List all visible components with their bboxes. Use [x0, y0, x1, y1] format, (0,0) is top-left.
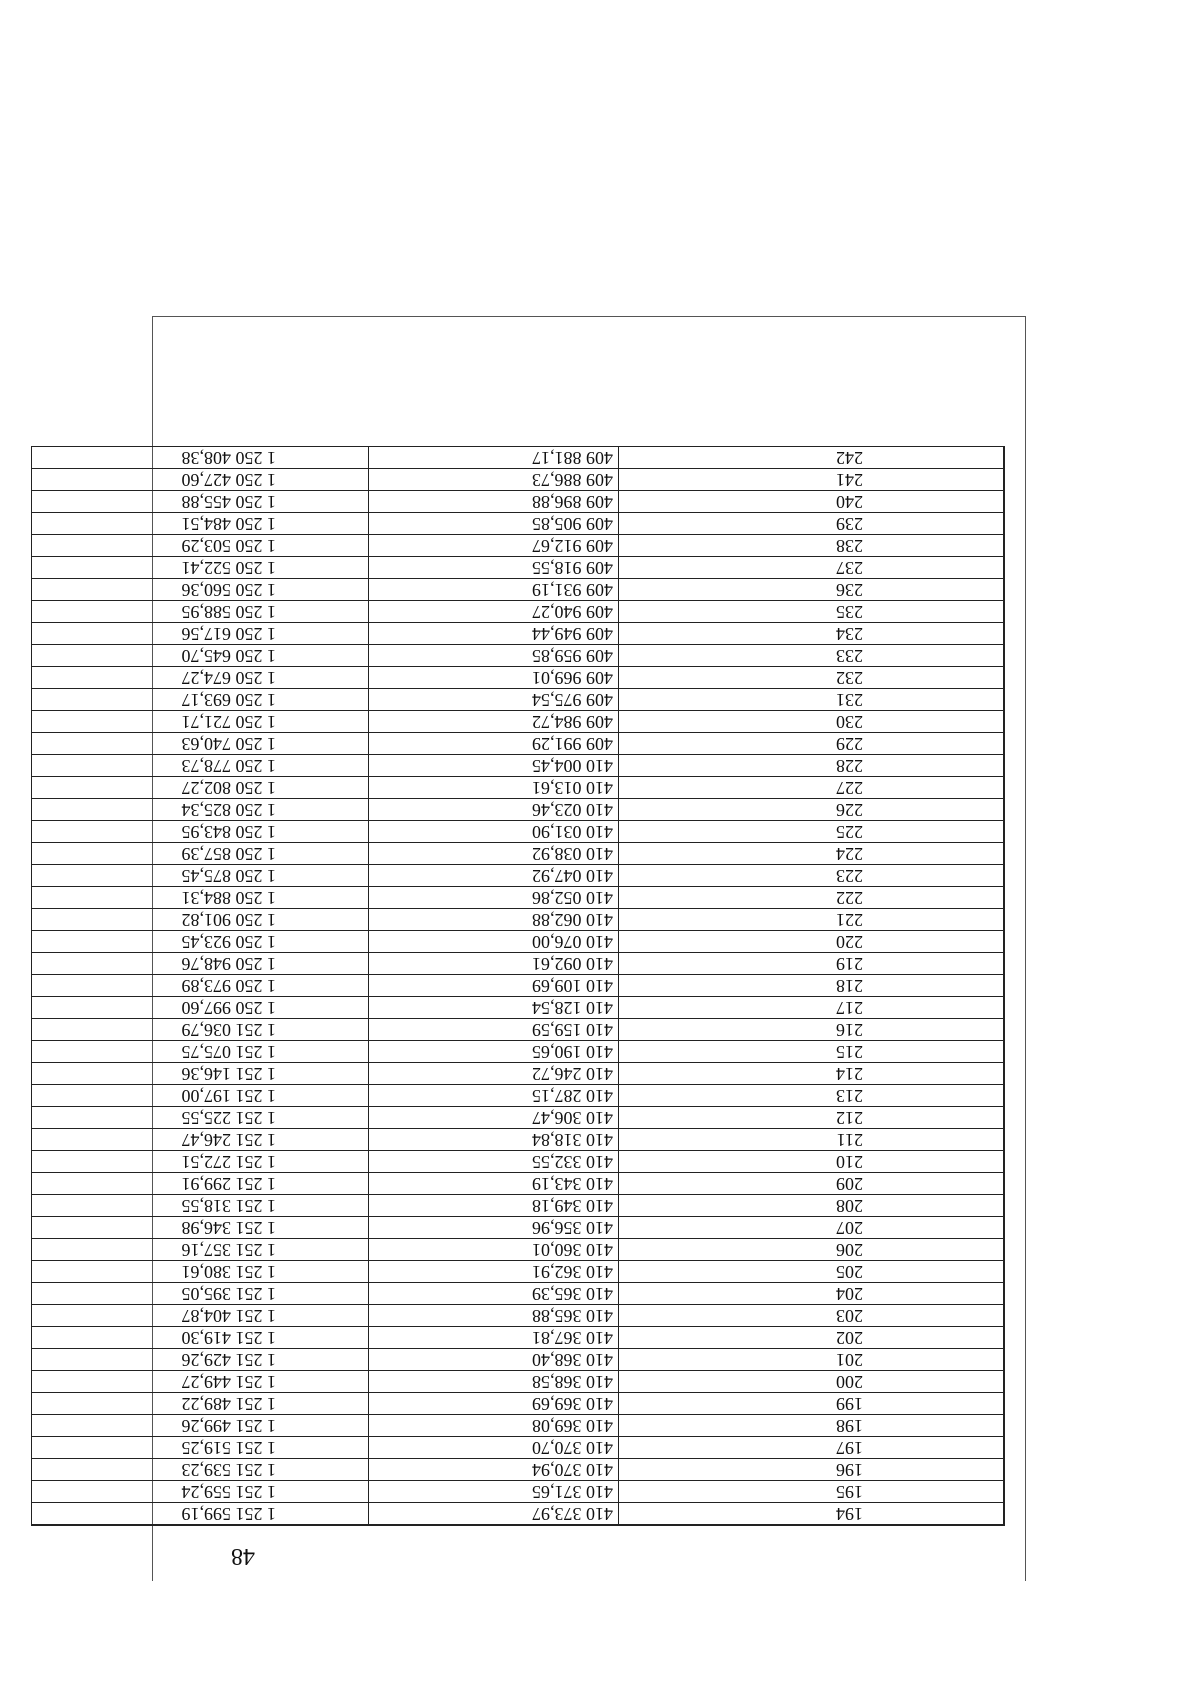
point-number-cell: 203 [619, 1305, 1005, 1327]
table-row [32, 1415, 1005, 1437]
table-row [32, 909, 1005, 931]
y-coordinate-cell: 1 251 429,26 [32, 1349, 369, 1371]
y-coordinate-cell: 1 250 997,60 [32, 997, 369, 1019]
x-coordinate-cell: 410 373,97 [369, 1503, 619, 1526]
table-row [32, 997, 1005, 1019]
table-row [32, 733, 1005, 755]
point-number-cell: 221 [619, 909, 1005, 931]
point-number-cell: 195 [619, 1481, 1005, 1503]
x-coordinate-cell: 410 004,45 [369, 755, 619, 777]
y-coordinate-cell: 1 250 948,76 [32, 953, 369, 975]
x-coordinate-cell: 410 370,70 [369, 1437, 619, 1459]
table-row [32, 1481, 1005, 1503]
y-coordinate-cell: 1 250 721,71 [32, 711, 369, 733]
point-number-cell: 233 [619, 645, 1005, 667]
x-coordinate-cell: 410 368,40 [369, 1349, 619, 1371]
y-coordinate-cell: 1 250 693,17 [32, 689, 369, 711]
point-number-cell: 231 [619, 689, 1005, 711]
y-coordinate-cell: 1 251 272,51 [32, 1151, 369, 1173]
point-number-cell: 209 [619, 1173, 1005, 1195]
y-coordinate-cell: 1 250 522,41 [32, 557, 369, 579]
y-coordinate-cell: 1 250 617,56 [32, 623, 369, 645]
table-row [32, 1261, 1005, 1283]
table-row [32, 953, 1005, 975]
y-coordinate-cell: 1 250 802,27 [32, 777, 369, 799]
y-coordinate-cell: 1 251 299,91 [32, 1173, 369, 1195]
point-number-cell: 226 [619, 799, 1005, 821]
y-coordinate-cell: 1 250 901,82 [32, 909, 369, 931]
table-row [32, 1129, 1005, 1151]
x-coordinate-cell: 410 371,65 [369, 1481, 619, 1503]
table-row [32, 1393, 1005, 1415]
point-number-cell: 222 [619, 887, 1005, 909]
table-row [32, 623, 1005, 645]
point-number-cell: 198 [619, 1415, 1005, 1437]
x-coordinate-cell: 409 905,85 [369, 513, 619, 535]
table-row [32, 601, 1005, 623]
table-row [32, 1019, 1005, 1041]
x-coordinate-cell: 410 365,88 [369, 1305, 619, 1327]
x-coordinate-cell: 410 159,59 [369, 1019, 619, 1041]
y-coordinate-cell: 1 251 318,55 [32, 1195, 369, 1217]
point-number-cell: 236 [619, 579, 1005, 601]
y-coordinate-cell: 1 251 559,24 [32, 1481, 369, 1503]
point-number-cell: 229 [619, 733, 1005, 755]
x-coordinate-cell: 410 109,69 [369, 975, 619, 997]
y-coordinate-cell: 1 251 419,30 [32, 1327, 369, 1349]
x-coordinate-cell: 409 931,19 [369, 579, 619, 601]
y-coordinate-cell: 1 250 455,88 [32, 491, 369, 513]
point-number-cell: 201 [619, 1349, 1005, 1371]
table-row [32, 1283, 1005, 1305]
point-number-cell: 200 [619, 1371, 1005, 1393]
table-row [32, 799, 1005, 821]
table-row [32, 843, 1005, 865]
x-coordinate-cell: 410 013,61 [369, 777, 619, 799]
y-coordinate-cell: 1 250 484,51 [32, 513, 369, 535]
coordinates-table [31, 446, 1005, 1526]
coordinates-table-body [32, 447, 1005, 1526]
point-number-cell: 239 [619, 513, 1005, 535]
point-number-cell: 214 [619, 1063, 1005, 1085]
page-number: 48 [231, 1543, 255, 1569]
table-row [32, 777, 1005, 799]
table-row [32, 1239, 1005, 1261]
table-row [32, 1327, 1005, 1349]
x-coordinate-cell: 410 076,00 [369, 931, 619, 953]
x-coordinate-cell: 409 959,85 [369, 645, 619, 667]
table-row [32, 1217, 1005, 1239]
x-coordinate-cell: 410 356,96 [369, 1217, 619, 1239]
point-number-cell: 234 [619, 623, 1005, 645]
point-number-cell: 204 [619, 1283, 1005, 1305]
point-number-cell: 224 [619, 843, 1005, 865]
y-coordinate-cell: 1 250 843,95 [32, 821, 369, 843]
y-coordinate-cell: 1 251 346,98 [32, 1217, 369, 1239]
y-coordinate-cell: 1 251 539,23 [32, 1459, 369, 1481]
table-row [32, 1503, 1005, 1526]
table-row [32, 1151, 1005, 1173]
point-number-cell: 205 [619, 1261, 1005, 1283]
x-coordinate-cell: 409 896,88 [369, 491, 619, 513]
table-row [32, 711, 1005, 733]
y-coordinate-cell: 1 251 197,00 [32, 1085, 369, 1107]
y-coordinate-cell: 1 251 519,25 [32, 1437, 369, 1459]
x-coordinate-cell: 410 343,19 [369, 1173, 619, 1195]
x-coordinate-cell: 410 047,92 [369, 865, 619, 887]
y-coordinate-cell: 1 250 408,38 [32, 447, 369, 469]
y-coordinate-cell: 1 250 427,60 [32, 469, 369, 491]
point-number-cell: 212 [619, 1107, 1005, 1129]
x-coordinate-cell: 409 912,67 [369, 535, 619, 557]
table-row [32, 1085, 1005, 1107]
table-row [32, 557, 1005, 579]
x-coordinate-cell: 409 886,73 [369, 469, 619, 491]
x-coordinate-cell: 410 062,88 [369, 909, 619, 931]
y-coordinate-cell: 1 251 075,75 [32, 1041, 369, 1063]
point-number-cell: 237 [619, 557, 1005, 579]
point-number-cell: 220 [619, 931, 1005, 953]
table-row [32, 491, 1005, 513]
y-coordinate-cell: 1 251 395,05 [32, 1283, 369, 1305]
point-number-cell: 217 [619, 997, 1005, 1019]
y-coordinate-cell: 1 251 380,61 [32, 1261, 369, 1283]
x-coordinate-cell: 410 023,46 [369, 799, 619, 821]
x-coordinate-cell: 410 349,18 [369, 1195, 619, 1217]
y-coordinate-cell: 1 251 246,47 [32, 1129, 369, 1151]
y-coordinate-cell: 1 251 499,26 [32, 1415, 369, 1437]
point-number-cell: 206 [619, 1239, 1005, 1261]
point-number-cell: 223 [619, 865, 1005, 887]
table-row [32, 1173, 1005, 1195]
table-row [32, 1459, 1005, 1481]
point-number-cell: 235 [619, 601, 1005, 623]
x-coordinate-cell: 410 370,94 [369, 1459, 619, 1481]
x-coordinate-cell: 410 362,91 [369, 1261, 619, 1283]
y-coordinate-cell: 1 251 225,55 [32, 1107, 369, 1129]
table-row [32, 1349, 1005, 1371]
point-number-cell: 228 [619, 755, 1005, 777]
y-coordinate-cell: 1 250 973,89 [32, 975, 369, 997]
x-coordinate-cell: 410 369,08 [369, 1415, 619, 1437]
y-coordinate-cell: 1 250 503,29 [32, 535, 369, 557]
y-coordinate-cell: 1 250 645,70 [32, 645, 369, 667]
table-row [32, 1195, 1005, 1217]
point-number-cell: 194 [619, 1503, 1005, 1526]
table-row [32, 513, 1005, 535]
y-coordinate-cell: 1 251 404,87 [32, 1305, 369, 1327]
point-number-cell: 232 [619, 667, 1005, 689]
point-number-cell: 215 [619, 1041, 1005, 1063]
y-coordinate-cell: 1 250 923,45 [32, 931, 369, 953]
y-coordinate-cell: 1 251 489,22 [32, 1393, 369, 1415]
point-number-cell: 196 [619, 1459, 1005, 1481]
x-coordinate-cell: 409 984,72 [369, 711, 619, 733]
y-coordinate-cell: 1 250 740,63 [32, 733, 369, 755]
point-number-cell: 225 [619, 821, 1005, 843]
x-coordinate-cell: 410 092,61 [369, 953, 619, 975]
y-coordinate-cell: 1 251 146,36 [32, 1063, 369, 1085]
x-coordinate-cell: 410 365,39 [369, 1283, 619, 1305]
x-coordinate-cell: 410 038,92 [369, 843, 619, 865]
y-coordinate-cell: 1 251 599,19 [32, 1503, 369, 1526]
point-number-cell: 219 [619, 953, 1005, 975]
table-row [32, 469, 1005, 491]
y-coordinate-cell: 1 251 036,79 [32, 1019, 369, 1041]
table-row [32, 1305, 1005, 1327]
x-coordinate-cell: 409 991,29 [369, 733, 619, 755]
table-row [32, 1107, 1005, 1129]
x-coordinate-cell: 409 881,17 [369, 447, 619, 469]
point-number-cell: 210 [619, 1151, 1005, 1173]
point-number-cell: 197 [619, 1437, 1005, 1459]
y-coordinate-cell: 1 250 884,31 [32, 887, 369, 909]
point-number-cell: 207 [619, 1217, 1005, 1239]
table-row [32, 1041, 1005, 1063]
table-row [32, 865, 1005, 887]
x-coordinate-cell: 409 949,44 [369, 623, 619, 645]
y-coordinate-cell: 1 250 875,45 [32, 865, 369, 887]
table-row [32, 667, 1005, 689]
rotated-page-content [153, 317, 1025, 1581]
table-row [32, 1063, 1005, 1085]
y-coordinate-cell: 1 250 560,36 [32, 579, 369, 601]
y-coordinate-cell: 1 250 674,27 [32, 667, 369, 689]
point-number-cell: 202 [619, 1327, 1005, 1349]
point-number-cell: 199 [619, 1393, 1005, 1415]
document-page [152, 316, 1026, 1581]
x-coordinate-cell: 409 969,01 [369, 667, 619, 689]
x-coordinate-cell: 410 367,81 [369, 1327, 619, 1349]
table-row [32, 689, 1005, 711]
point-number-cell: 208 [619, 1195, 1005, 1217]
point-number-cell: 218 [619, 975, 1005, 997]
table-row [32, 645, 1005, 667]
table-row [32, 579, 1005, 601]
point-number-cell: 213 [619, 1085, 1005, 1107]
x-coordinate-cell: 410 306,47 [369, 1107, 619, 1129]
x-coordinate-cell: 410 246,72 [369, 1063, 619, 1085]
table-row [32, 755, 1005, 777]
y-coordinate-cell: 1 250 588,95 [32, 601, 369, 623]
x-coordinate-cell: 410 318,84 [369, 1129, 619, 1151]
y-coordinate-cell: 1 250 857,39 [32, 843, 369, 865]
x-coordinate-cell: 409 918,55 [369, 557, 619, 579]
y-coordinate-cell: 1 250 778,73 [32, 755, 369, 777]
x-coordinate-cell: 410 287,15 [369, 1085, 619, 1107]
x-coordinate-cell: 410 360,01 [369, 1239, 619, 1261]
point-number-cell: 211 [619, 1129, 1005, 1151]
table-row [32, 1371, 1005, 1393]
point-number-cell: 240 [619, 491, 1005, 513]
x-coordinate-cell: 410 190,65 [369, 1041, 619, 1063]
point-number-cell: 238 [619, 535, 1005, 557]
x-coordinate-cell: 410 369,69 [369, 1393, 619, 1415]
table-row [32, 1437, 1005, 1459]
table-row [32, 447, 1005, 469]
point-number-cell: 242 [619, 447, 1005, 469]
y-coordinate-cell: 1 250 825,34 [32, 799, 369, 821]
table-row [32, 821, 1005, 843]
table-row [32, 887, 1005, 909]
table-row [32, 535, 1005, 557]
y-coordinate-cell: 1 251 449,27 [32, 1371, 369, 1393]
x-coordinate-cell: 410 332,55 [369, 1151, 619, 1173]
point-number-cell: 241 [619, 469, 1005, 491]
point-number-cell: 227 [619, 777, 1005, 799]
x-coordinate-cell: 410 128,54 [369, 997, 619, 1019]
x-coordinate-cell: 409 975,54 [369, 689, 619, 711]
table-row [32, 975, 1005, 997]
point-number-cell: 216 [619, 1019, 1005, 1041]
x-coordinate-cell: 410 031,90 [369, 821, 619, 843]
table-row [32, 931, 1005, 953]
x-coordinate-cell: 410 052,86 [369, 887, 619, 909]
y-coordinate-cell: 1 251 357,16 [32, 1239, 369, 1261]
x-coordinate-cell: 410 368,58 [369, 1371, 619, 1393]
x-coordinate-cell: 409 940,27 [369, 601, 619, 623]
point-number-cell: 230 [619, 711, 1005, 733]
